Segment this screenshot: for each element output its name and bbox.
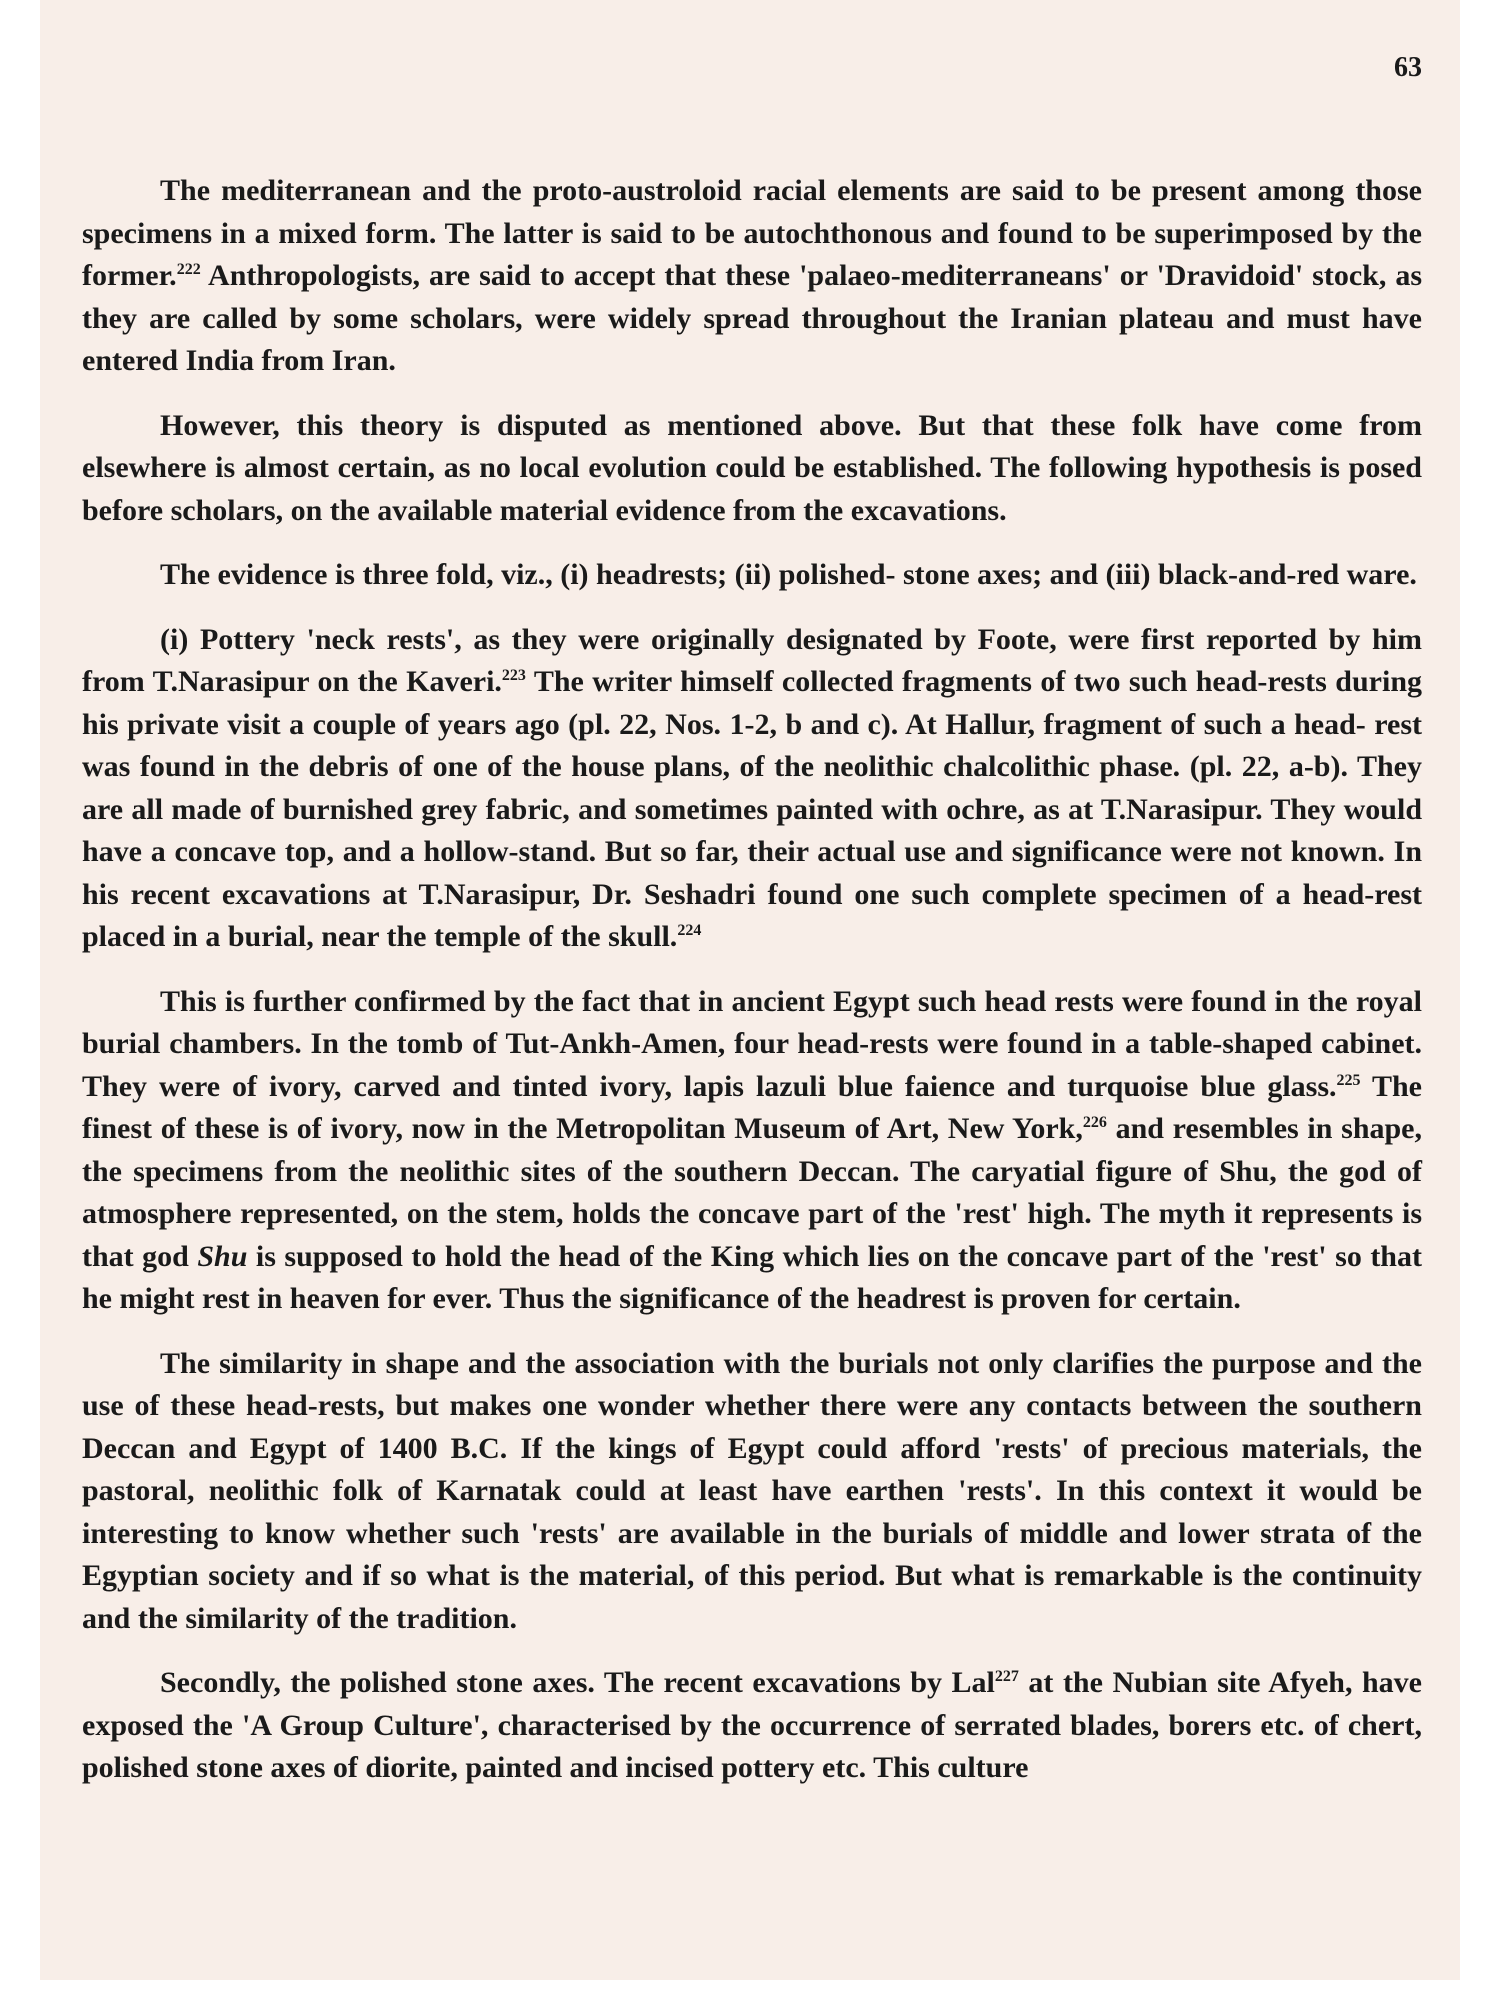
document-page [40, 0, 1460, 1980]
paragraph [82, 619, 1422, 959]
text-run: This is further confirmed by the fact that in ancient Egypt such head rests were found in the royal burial chambers. In the tomb of Tut-Ankh-Amen, four head-rests were found in a table-shaped cabinet. They were of ivory, carved and tinted ivory, lapis lazuli blue faience and turquoise blue glass. [82, 984, 1422, 1103]
paragraph [82, 554, 1422, 597]
text-run: and resembles in shape, the specimens from the neolithic sites of the southern Deccan. The caryatial figure of Shu, the god of atmosphere represented, on the stem, holds the concave part of the 'rest' high. The myth it represents is that god [82, 1112, 1422, 1273]
text-run: is supposed to hold the head of the King which lies on the concave part of the 'rest' so that he might rest in heaven for ever. Thus the significance of the headrest is proven for certain. [82, 1239, 1422, 1315]
paragraph [82, 405, 1422, 533]
footnote-ref: 227 [994, 1668, 1019, 1685]
text-run: The evidence is three fold, viz., (i) headrests; (ii) polished- stone axes; and (iii) black-and-red ware. [160, 558, 1417, 591]
text-run: The mediterranean and the proto-austroloid racial elements are said to be present among those specimens in a mixed form. The latter is said to be autochthonous and found to be superimposed by the former. [82, 174, 1422, 292]
text-run: Anthropologists, are said to accept that these 'palaeo-mediterraneans' or 'Dravidoid' stock, as they are called by some scholars, were widely spread throughout the Iranian plateau and must have entered India from Iran. [82, 259, 1422, 377]
paragraph [82, 981, 1422, 1321]
footnote-ref: 225 [1336, 1071, 1361, 1089]
paragraph [82, 1662, 1422, 1790]
text-run: The similarity in shape and the association with the burials not only clarifies the purpose and the use of these head-rests, but makes one wonder whether there were any contacts between the southern Deccan and Egypt of 1400 B.C. If the kings of Egypt could afford 'rests' of precious materials, the pastoral, neolithic folk of Karnatak could at least have earthen 'rests'. In this context it would be interesting to know whether such 'rests' are available in the burials of middle and lower strata of the Egyptian society and if so what is the material, of this period. But what is remarkable is the continuity and the similarity of the tradition. [82, 1346, 1422, 1635]
body-text [82, 170, 1422, 1812]
text-run: However, this theory is disputed as mentioned above. But that these folk have come from elsewhere is almost certain, as no local evolution could be established. The following hypothesis is posed before scholars, on the available material evidence from the excavations. [82, 408, 1422, 527]
paragraph [82, 1343, 1422, 1641]
text-run: (i) Pottery 'neck rests', as they were originally designated by Foote, were first reported by him from T.Narasipur on the Kaveri. [82, 622, 1422, 698]
text-run: at the Nubian site Afyeh, have exposed the 'A Group Culture', characterised by the occurrence of serrated blades, borers etc. of chert, polished stone axes of diorite, painted and incised pottery etc. This culture [82, 1666, 1422, 1784]
text-run: Secondly, the polished stone axes. The recent excavations by Lal [160, 1666, 995, 1699]
text-run: The finest of these is of ivory, now in the Metropolitan Museum of Art, New York, [82, 1069, 1422, 1145]
footnote-ref: 222 [176, 261, 201, 278]
text-run: The writer himself collected fragments of two such head-rests during his private visit a couple of years ago (pl. 22, Nos. 1-2, b and c). At Hallur, fragment of such a head- rest was found in the debris of one of the house plans, of the neolithic chalcolithic phase. (pl. 22, a-b). They are all made of burnished grey fabric, and sometimes painted with ochre, as at T.Narasipur. They would have a concave top, and a hollow-stand. But so far, their actual use and significance were not known. In his recent excavations at T.Narasipur, Dr. Seshadri found one such complete specimen of a head-rest placed in a burial, near the temple of the skull. [82, 665, 1422, 953]
footnote-ref: 223 [501, 667, 526, 684]
footnote-ref: 226 [1082, 1114, 1107, 1131]
page-number: 63 [1394, 52, 1422, 83]
paragraph [82, 170, 1422, 383]
italic-text: Shu [197, 1239, 248, 1273]
footnote-ref: 224 [677, 922, 702, 939]
